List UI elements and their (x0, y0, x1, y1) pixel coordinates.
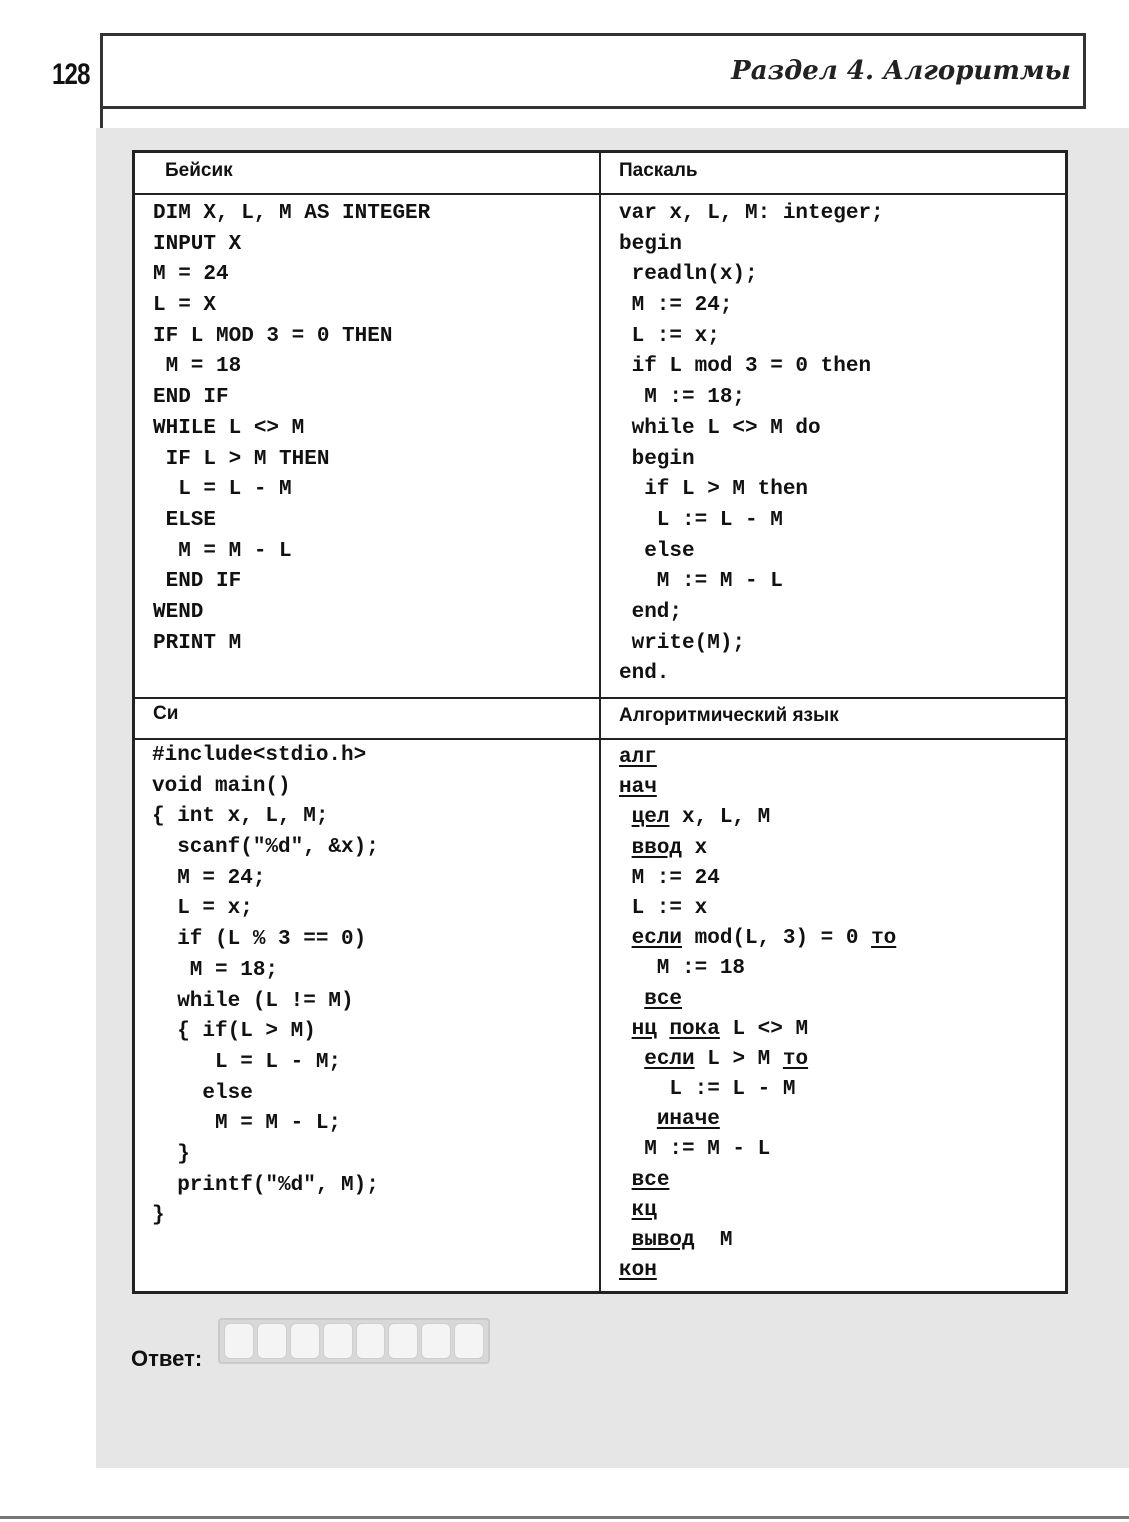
section-title: Раздел 4. Алгоритмы (731, 56, 1071, 86)
answer-cell[interactable] (421, 1323, 451, 1359)
code-line: M = 18; (152, 958, 279, 982)
code-text: M := 24 (619, 866, 720, 890)
pascal-code (619, 199, 884, 690)
code-line: END IF (153, 386, 229, 410)
code-line: } (152, 1142, 190, 1166)
section-header (100, 33, 1086, 109)
code-text: L > M (694, 1047, 783, 1071)
code-text: L := L - M (619, 1078, 796, 1102)
code-line: L := x; (619, 324, 720, 348)
code-line (619, 924, 896, 954)
code-line: WHILE L <> M (153, 416, 305, 440)
code-line: M = M - L (153, 539, 292, 563)
code-text: x (682, 836, 708, 860)
code-line: while L <> M do (619, 416, 821, 440)
code-text (619, 1018, 632, 1041)
code-text (619, 837, 632, 860)
code-text (619, 1229, 632, 1252)
code-line (619, 773, 896, 803)
answer-cell[interactable] (257, 1323, 287, 1359)
code-text (619, 1169, 632, 1192)
keyword: пока (669, 1017, 720, 1041)
code-line: write(M); (619, 631, 746, 655)
algo-heading: Алгоритмический язык (619, 705, 839, 726)
code-line (619, 1135, 896, 1165)
code-text: mod(L, 3) = 0 (682, 927, 872, 951)
answer-label: Ответ: (131, 1346, 203, 1371)
keyword: нц (631, 1017, 657, 1041)
code-line (619, 864, 896, 894)
code-line: else (152, 1081, 253, 1105)
code-line: END IF (153, 570, 242, 594)
keyword: цел (631, 806, 670, 830)
code-line (619, 1196, 896, 1226)
code-line (619, 1045, 896, 1075)
code-line: M = M - L; (152, 1112, 342, 1136)
keyword: иначе (656, 1108, 720, 1132)
code-line: var x, L, M: integer; (619, 202, 884, 225)
code-line: if (L % 3 == 0) (152, 928, 367, 952)
code-line: while (L != M) (152, 989, 354, 1013)
code-line: M := 18; (619, 386, 746, 410)
answer-cell[interactable] (323, 1323, 353, 1359)
code-text: M := 18 (619, 957, 746, 981)
algo-code (619, 743, 896, 1286)
keyword: алг (619, 746, 657, 769)
code-line: M = 24 (153, 263, 229, 287)
code-line: M = 24; (152, 866, 266, 890)
page-bottom-rule (0, 1516, 1129, 1519)
code-line: begin (619, 447, 695, 471)
keyword: нач (619, 776, 657, 800)
code-line: printf("%d", M); (152, 1173, 379, 1197)
code-line: if L > M then (619, 478, 809, 502)
code-line (619, 803, 896, 833)
basic-code (153, 199, 430, 659)
code-line: { if(L > M) (152, 1020, 316, 1044)
answer-cell[interactable] (388, 1323, 418, 1359)
code-line (619, 954, 896, 984)
code-text: M (694, 1229, 733, 1252)
code-line (619, 894, 896, 924)
code-text: M := M - L (619, 1138, 771, 1162)
answer-cell[interactable] (454, 1323, 484, 1359)
code-line: L = L - M (153, 478, 292, 502)
code-line: IF L MOD 3 = 0 THEN (153, 324, 393, 348)
table-row-divider (132, 697, 1068, 699)
keyword: все (644, 987, 683, 1011)
keyword: то (782, 1047, 809, 1071)
keyword: ввод (631, 836, 683, 860)
code-line: M := 24; (619, 294, 733, 318)
code-text (619, 927, 632, 950)
code-line: IF L > M THEN (153, 447, 330, 471)
code-line: L = L - M; (152, 1050, 342, 1074)
code-line (619, 1015, 896, 1045)
code-text (619, 806, 632, 829)
code-text (657, 1018, 670, 1041)
code-line: INPUT X (153, 232, 242, 256)
code-line: end; (619, 600, 683, 624)
answer-input[interactable] (218, 1318, 490, 1364)
code-line: DIM X, L, M AS INTEGER (153, 202, 431, 225)
code-text (619, 1199, 632, 1222)
code-line: L := L - M (619, 508, 783, 532)
answer-cell[interactable] (224, 1323, 254, 1359)
keyword: кон (619, 1259, 657, 1283)
code-line: PRINT M (153, 631, 242, 655)
table-row-divider (132, 738, 1068, 740)
header-connector (100, 108, 103, 130)
code-text: L := x (619, 896, 708, 920)
code-line: WEND (153, 600, 204, 624)
pascal-heading: Паскаль (619, 160, 698, 181)
keyword: вывод (631, 1229, 695, 1252)
code-line: end. (619, 662, 670, 686)
code-line: void main() (152, 774, 291, 798)
table-column-divider (599, 150, 601, 1294)
keyword: если (631, 927, 683, 951)
code-text: x, L, M (669, 806, 771, 830)
code-line (619, 1256, 896, 1286)
keyword: то (871, 927, 897, 951)
code-line: L = X (153, 294, 217, 318)
answer-cell[interactable] (290, 1323, 320, 1359)
keyword: все (631, 1168, 670, 1192)
answer-cell[interactable] (356, 1323, 386, 1359)
code-line: else (619, 539, 695, 563)
code-text (619, 988, 644, 1011)
code-text: L <> M (719, 1017, 809, 1041)
code-line: readln(x); (619, 263, 758, 287)
code-line: M := M - L (619, 570, 783, 594)
code-line: } (152, 1204, 165, 1228)
c-code (152, 741, 379, 1232)
page-number: 128 (52, 58, 90, 91)
c-heading: Си (153, 703, 179, 724)
code-line: { int x, L, M; (152, 805, 329, 829)
basic-heading: Бейсик (165, 160, 233, 181)
code-line: #include<stdio.h> (152, 744, 367, 767)
code-line: begin (619, 232, 683, 256)
code-line (619, 1105, 896, 1135)
code-line: M = 18 (153, 355, 242, 379)
code-line: scanf("%d", &x); (152, 836, 379, 860)
code-text (619, 1108, 657, 1131)
code-line: L = x; (152, 897, 253, 921)
code-line (619, 743, 896, 773)
code-line (619, 1075, 896, 1105)
keyword: если (644, 1047, 695, 1071)
code-line: ELSE (153, 508, 217, 532)
table-row-divider (132, 193, 1068, 195)
code-line (619, 1226, 896, 1256)
code-line: if L mod 3 = 0 then (619, 355, 872, 379)
code-line (619, 985, 896, 1015)
code-line (619, 834, 896, 864)
code-text (619, 1048, 644, 1071)
keyword: кц (631, 1198, 657, 1222)
code-line (619, 1166, 896, 1196)
